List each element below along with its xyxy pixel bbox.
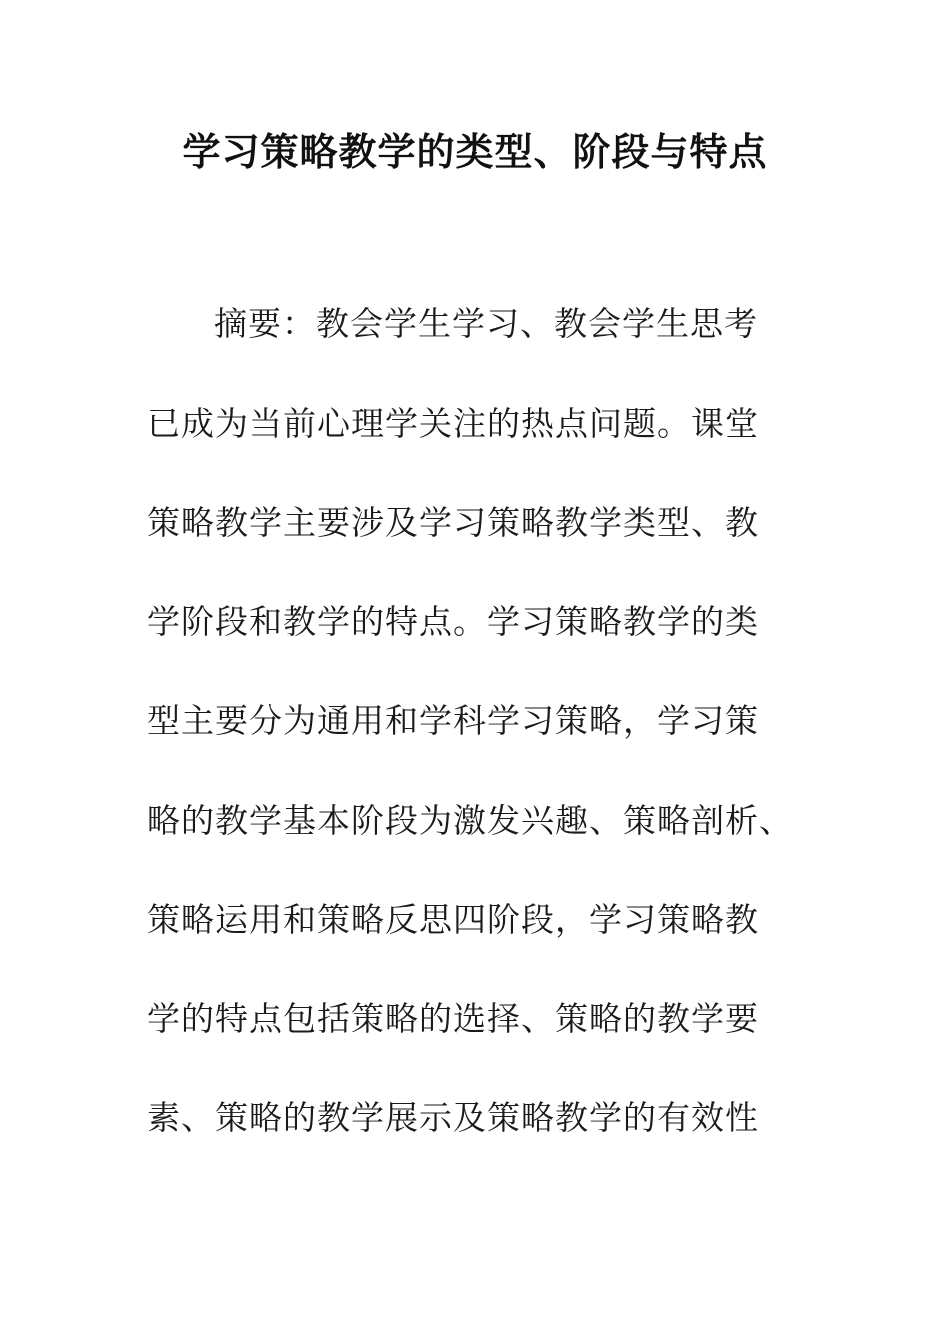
abstract-line: 型主要分为通用和学科学习策略，学习策 [147, 701, 759, 740]
document-title: 学习策略教学的类型、阶段与特点 [182, 129, 768, 174]
abstract-line: 策略教学主要涉及学习策略教学类型、教 [147, 503, 759, 542]
abstract-line: 学的特点包括策略的选择、策略的教学要 [147, 999, 759, 1038]
abstract-line: 策略运用和策略反思四阶段，学习策略教 [147, 900, 759, 939]
abstract-line: 略的教学基本阶段为激发兴趣、策略剖析、 [147, 801, 793, 840]
abstract-line: 素、策略的教学展示及策略教学的有效性 [147, 1098, 759, 1137]
abstract-line: 已成为当前心理学关注的热点问题。课堂 [147, 404, 759, 443]
abstract-line: 学阶段和教学的特点。学习策略教学的类 [147, 602, 759, 641]
abstract-line: 摘要：教会学生学习、教会学生思考 [214, 304, 758, 343]
